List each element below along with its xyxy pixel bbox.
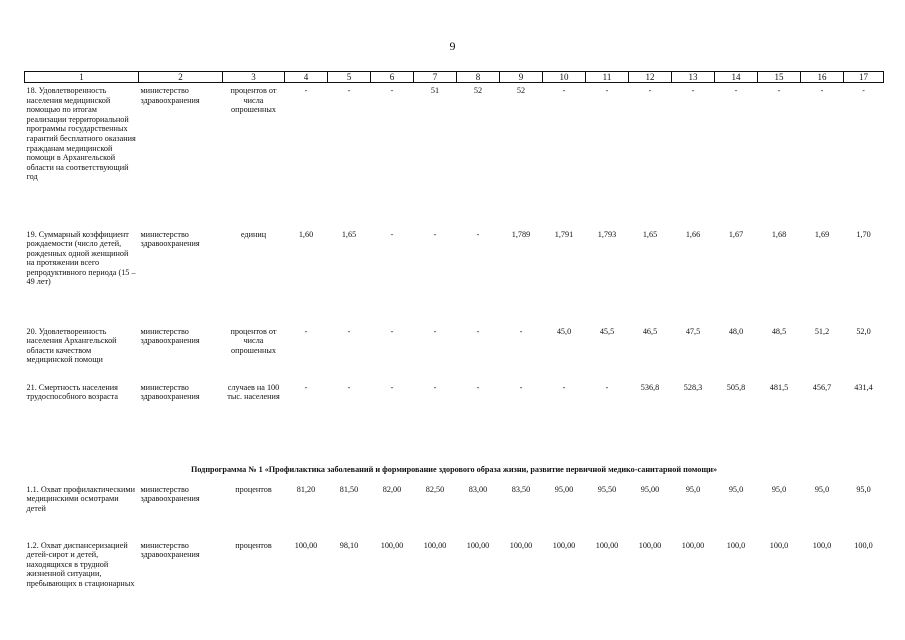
value-cell: 1,67 [728,229,744,239]
table-row [25,380,884,458]
value-cell: 481,5 [769,382,789,392]
value-cell: - [347,326,351,336]
value-cell: - [820,86,824,95]
value-cell: 536,8 [640,382,660,392]
value-cell: 98,10 [339,540,359,550]
value-cell: 48,0 [728,326,744,336]
value-cell: 45,5 [599,326,615,336]
value-cell: 100,00 [681,540,705,550]
value-cell: - [347,382,351,392]
value-cell: 95,0 [685,484,701,494]
value-cell: - [304,326,308,336]
table-row [25,482,884,538]
value-cell: 82,00 [382,484,402,494]
value-cell: 456,7 [812,382,832,392]
column-number-8: 8 [457,72,500,83]
value-cell: - [304,86,308,95]
value-cell: - [433,326,437,336]
value-cell: 83,50 [511,484,531,494]
unit-cell: процентов [235,484,272,494]
unit-cell: процентов от числа опрошенных [230,86,277,115]
value-cell: 52 [516,86,526,95]
value-cell: - [433,382,437,392]
value-cell: 1,66 [685,229,701,239]
value-cell: 100,0 [726,540,746,550]
value-cell: 81,50 [339,484,359,494]
column-number-5: 5 [328,72,371,83]
value-cell: 81,20 [296,484,316,494]
value-cell: - [476,326,480,336]
unit-cell: единиц [240,229,267,239]
value-cell: - [562,382,566,392]
subprogram-header-row [25,458,884,482]
header-row [25,72,884,83]
value-cell: 82,50 [425,484,445,494]
value-cell: - [605,86,609,95]
indicator-name: 1.2. Охват диспансеризацией детей-сирот и детей, находящихся в трудной жизненной ситуации, пребывающих в стационарных [26,540,135,588]
column-number-6: 6 [371,72,414,83]
unit-cell: процентов [235,540,272,550]
value-cell: 100,00 [552,540,576,550]
value-cell: 48,5 [771,326,787,336]
executor-cell: министерство здравоохранения [140,326,200,346]
value-cell: 1,68 [771,229,787,239]
column-number-3: 3 [223,72,285,83]
page-number: 9 [449,39,456,53]
value-cell: - [390,382,394,392]
value-cell: 100,00 [638,540,662,550]
value-cell: 1,789 [511,229,531,239]
value-cell: - [734,86,738,95]
column-number-10: 10 [543,72,586,83]
column-number-7: 7 [414,72,457,83]
executor-cell: министерство здравоохранения [140,86,200,105]
value-cell: 95,0 [856,484,871,494]
value-cell: 83,00 [468,484,488,494]
value-cell: - [390,86,394,95]
value-cell: 1,69 [814,229,830,239]
value-cell: - [862,86,865,95]
indicator-name: 20. Удовлетворенность населения Архангельской области качеством медицинской помощи [26,326,117,365]
indicators-table [24,71,884,623]
value-cell: - [605,382,609,392]
value-cell: 100,00 [294,540,318,550]
value-cell: - [648,86,652,95]
value-cell: 1,60 [298,229,314,239]
indicator-name: 19. Суммарный коэффициент рождаемости (число детей, рожденных одной женщиной на протяжении всего репродуктивного периода (15 – 49 лет) [26,229,136,287]
value-cell: 95,00 [554,484,574,494]
value-cell: 100,0 [812,540,832,550]
executor-cell: министерство здравоохранения [140,229,200,249]
value-cell: - [519,382,523,392]
value-cell: 95,0 [728,484,744,494]
indicator-name: 1.1. Охват профилактическими медицинскими осмотрами детей [26,484,135,513]
value-cell: 95,0 [771,484,787,494]
column-number-1: 1 [25,72,139,83]
value-cell: - [519,326,523,336]
column-number-13: 13 [672,72,715,83]
value-cell: 95,0 [814,484,830,494]
value-cell: 51 [430,86,440,95]
table-row [25,227,884,324]
column-number-2: 2 [139,72,223,83]
table-body [25,83,884,623]
column-number-16: 16 [801,72,844,83]
value-cell: - [476,229,480,239]
column-number-14: 14 [715,72,758,83]
column-number-11: 11 [586,72,629,83]
executor-cell: министерство здравоохранения [140,382,200,402]
value-cell: 52,0 [856,326,871,336]
value-cell: 47,5 [685,326,701,336]
column-number-15: 15 [758,72,801,83]
value-cell: - [304,382,308,392]
value-cell: 52 [473,86,483,95]
executor-cell: министерство здравоохранения [140,540,200,560]
value-cell: 100,00 [423,540,447,550]
value-cell: - [390,229,394,239]
value-cell: 1,793 [597,229,617,239]
indicator-name: 21. Смертность населения трудоспособного возраста [26,382,118,402]
unit-cell: случаев на 100 тыс. населения [227,382,280,402]
value-cell: 528,3 [683,382,703,392]
value-cell: 95,00 [640,484,660,494]
value-cell: 95,50 [597,484,617,494]
value-cell: 45,0 [556,326,572,336]
column-number-9: 9 [500,72,543,83]
value-cell: 505,8 [726,382,746,392]
table-row [25,83,884,227]
table-row [25,324,884,380]
table-row [25,538,884,623]
value-cell: 431,4 [854,382,873,392]
indicator-name: 18. Удовлетворенность населения медицинской помощью по итогам реализации территориальной программы государственных гарантий бесплатного оказания гражданам медицинской помощи в Архангельской области на соответствующий год [26,86,136,182]
value-cell: 46,5 [642,326,658,336]
value-cell: 100,00 [595,540,619,550]
executor-cell: министерство здравоохранения [140,484,200,504]
value-cell: 100,0 [854,540,873,550]
column-number-12: 12 [629,72,672,83]
column-number-4: 4 [285,72,328,83]
column-number-17: 17 [844,72,884,83]
value-cell: 100,00 [509,540,533,550]
value-cell: - [347,86,351,95]
value-cell: 1,70 [856,229,871,239]
value-cell: 1,65 [642,229,658,239]
subprogram-title: Подпрограмма № 1 «Профилактика заболеваний и формирование здорового образа жизни, развитие первичной медико-санитарной помощи» [190,464,718,474]
unit-cell: процентов от числа опрошенных [230,326,277,355]
value-cell: 100,0 [769,540,789,550]
value-cell: 100,00 [466,540,490,550]
value-cell: 51,2 [814,326,830,336]
value-cell: 1,791 [554,229,574,239]
value-cell: - [777,86,781,95]
value-cell: - [691,86,695,95]
value-cell: - [390,326,394,336]
value-cell: - [476,382,480,392]
value-cell: 100,00 [380,540,404,550]
value-cell: - [562,86,566,95]
value-cell: 1,65 [341,229,357,239]
value-cell: - [433,229,437,239]
